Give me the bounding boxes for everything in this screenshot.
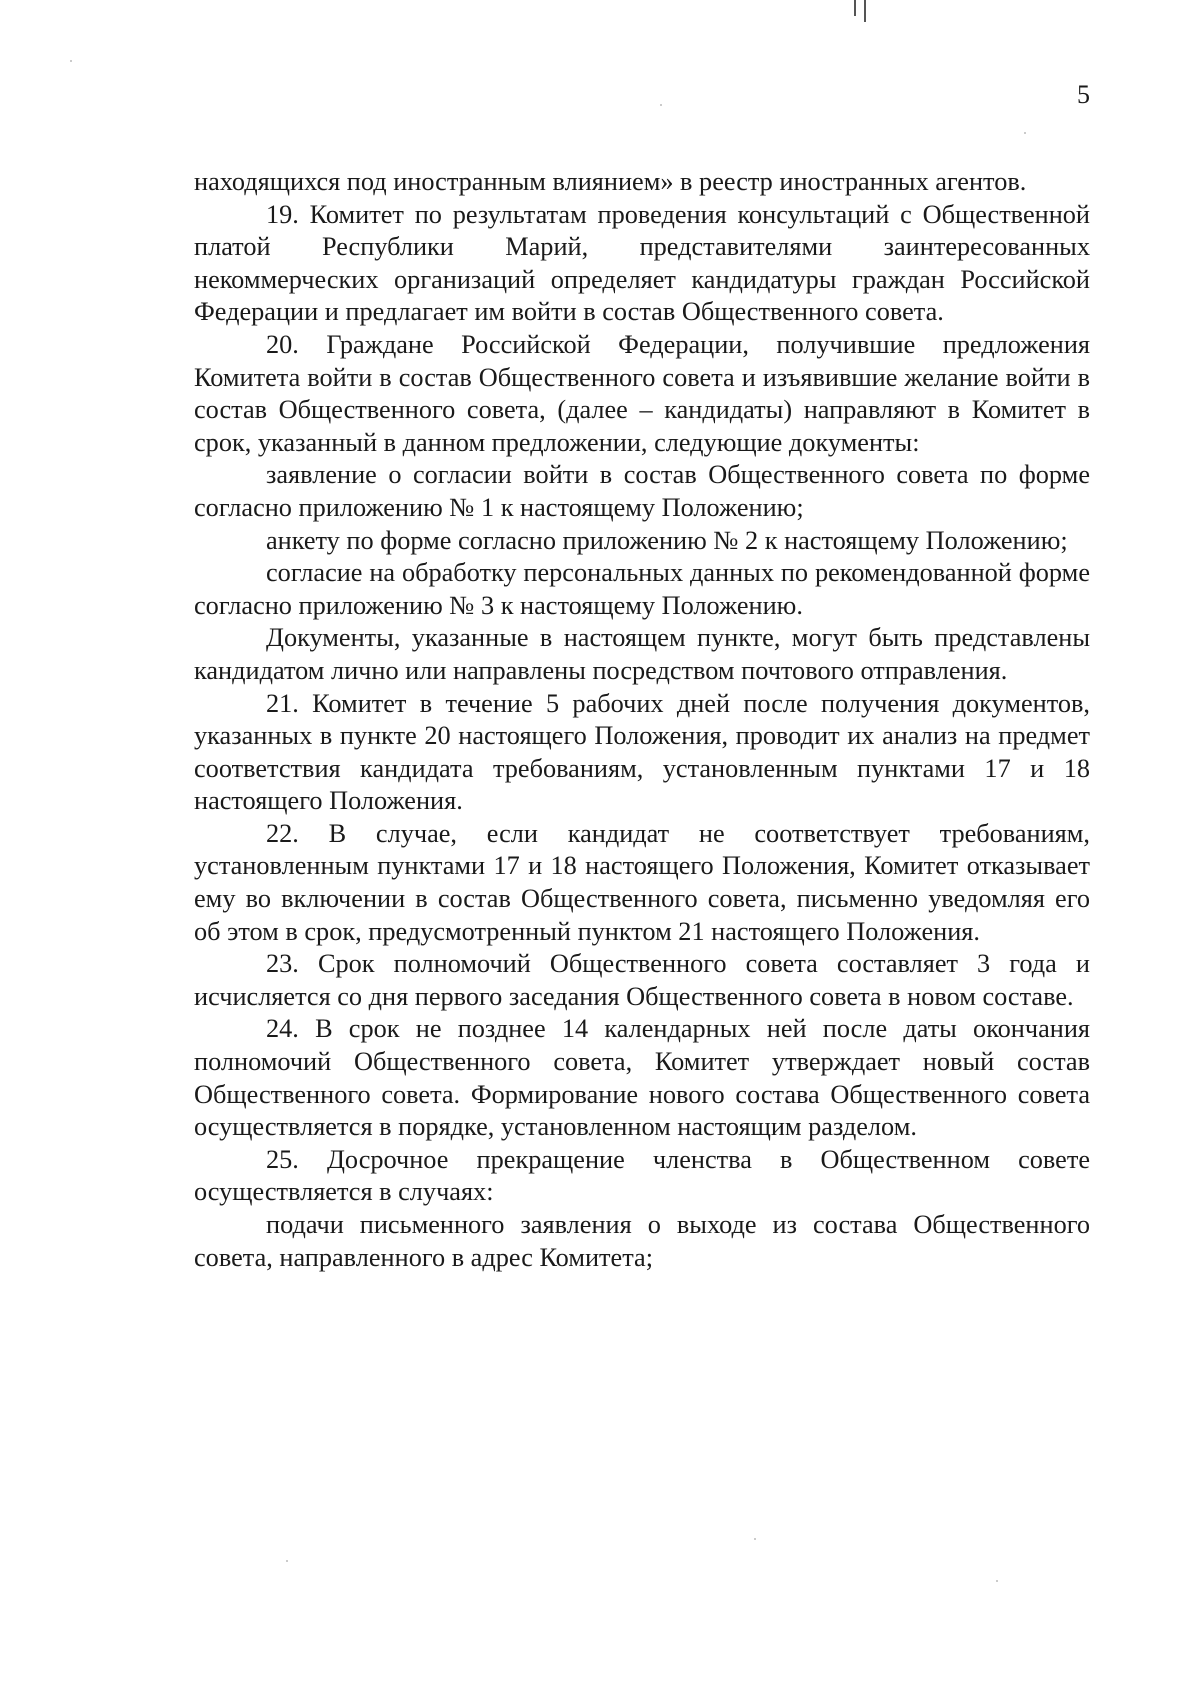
paragraph-item-23: 23. Срок полномочий Общественного совета составляет 3 года и исчисляется со дня первого заседания Общественного совета в новом составе. <box>194 949 1090 1011</box>
page-number: 5 <box>1077 80 1090 109</box>
paragraph-item-21: 21. Комитет в течение 5 рабочих дней после получения документов, указанных в пункте 20 настоящего Положения, проводит их анализ на предмет соответствия кандидата требованиям, установленным пунктами 17 и 18 настоящего Положения. <box>194 688 1090 816</box>
list-item-questionnaire: анкету по форме согласно приложению № 2 к настоящему Положению; <box>266 525 1068 555</box>
paragraph-documents-delivery: Документы, указанные в настоящем пункте, могут быть представлены кандидатом лично или направлены посредством почтового отправления. <box>194 623 1090 685</box>
paragraph-item-20: 20. Граждане Российской Федерации, получившие предложения Комитета войти в состав Общественного совета и изъявившие желание войти в состав Общественного совета, (далее – кандидаты) направляют в Комитет в срок, указанный в данном предложении, следующие документы: <box>194 329 1090 457</box>
paragraph-item-19: 19. Комитет по результатам проведения консультаций с Общественной платой Республики Марий, представителями заинтересованных некоммерческих организаций определяет кандидатуры граждан Российской Федерации и предлагает им войти в состав Общественного совета. <box>194 199 1090 327</box>
scan-speck <box>286 1560 288 1562</box>
scan-speck <box>70 60 72 62</box>
paragraph-continuation: находящихся под иностранным влиянием» в реестр иностранных агентов. <box>194 167 1027 196</box>
list-item-application: заявление о согласии войти в состав Общественного совета по форме согласно приложению № 1 к настоящему Положению; <box>194 460 1090 522</box>
scan-speck <box>660 104 662 106</box>
paragraph-item-25: 25. Досрочное прекращение членства в Общественном совете осуществляется в случаях: <box>194 1144 1090 1207</box>
scan-speck <box>754 1538 756 1540</box>
scan-artifact-mark <box>852 0 868 22</box>
list-item-resignation: подачи письменного заявления о выходе из состава Общественного совета, направленного в адрес Комитета; <box>194 1210 1090 1272</box>
scan-speck <box>1024 132 1026 134</box>
list-item-consent: согласие на обработку персональных данных по рекомендованной форме согласно приложению № 3 к настоящему Положению. <box>194 558 1090 620</box>
scan-speck <box>996 1580 998 1582</box>
paragraph-item-24: 24. В срок не позднее 14 календарных ней после даты окончания полномочий Общественного совета, Комитет утверждает новый состав Общественного совета. Формирование нового состава Общественного совета осуществляется в порядке, установленном настоящим разделом. <box>194 1014 1090 1142</box>
paragraph-item-22: 22. В случае, если кандидат не соответствует требованиям, установленным пунктами 17 и 18 настоящего Положения, Комитет отказывает ему во включении в состав Общественного совета, письменно уведомляя его об этом в срок, предусмотренный пунктом 21 настоящего Положения. <box>194 818 1090 946</box>
document-body <box>194 166 1090 1274</box>
